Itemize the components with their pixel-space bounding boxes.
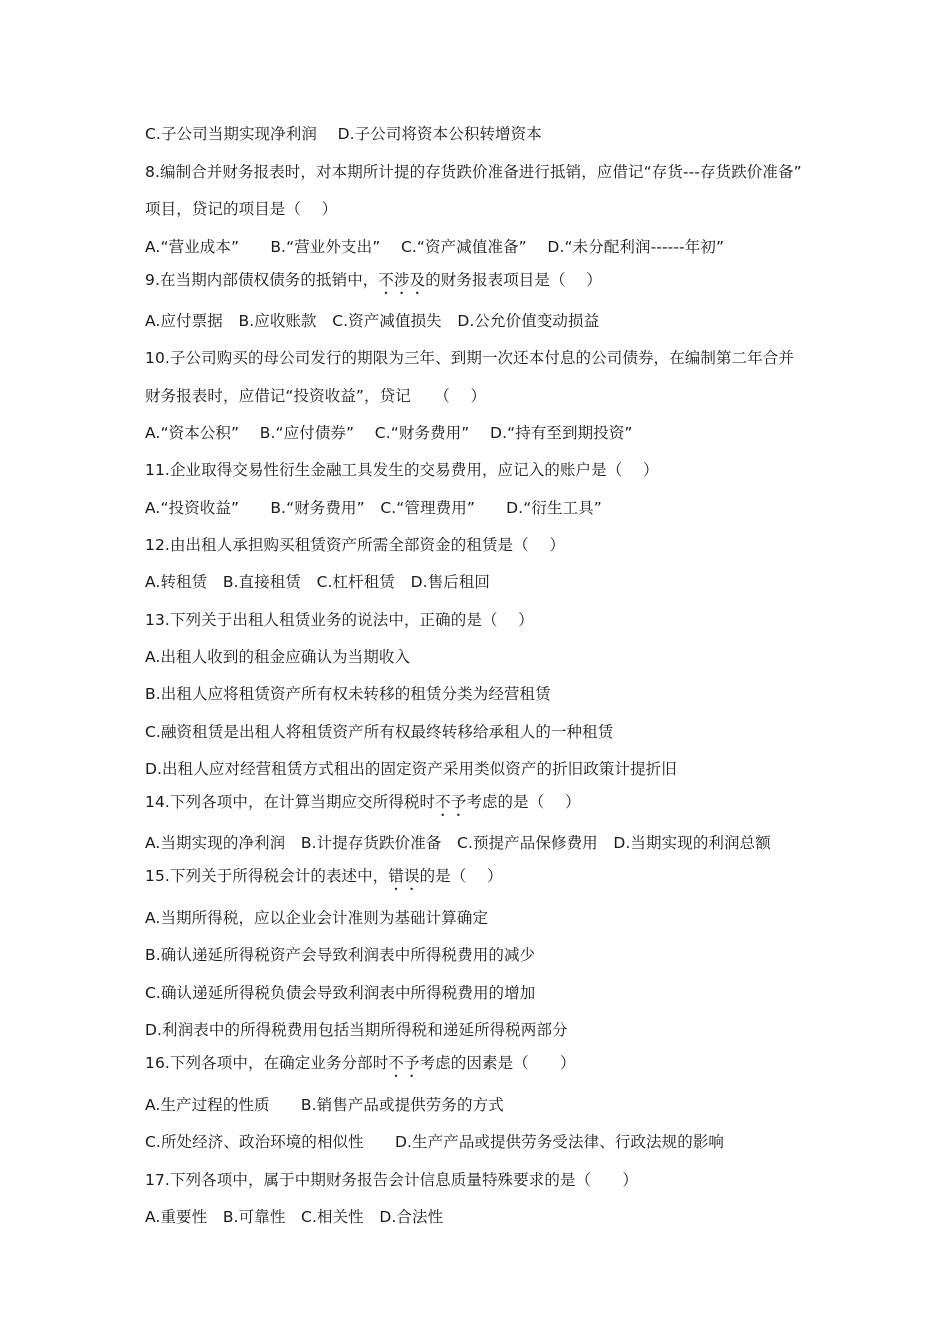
text-line: A.当期所得税，应以企业会计准则为基础计算确定 <box>145 909 489 927</box>
text-segment: 考虑的因素是（ ） <box>419 1054 576 1072</box>
text-line: 17.下列各项中，属于中期财务报告会计信息质量特殊要求的是（ ） <box>145 1171 638 1189</box>
text-line: C.子公司当期实现净利润 D.子公司将资本公积转增资本 <box>145 125 542 143</box>
text-line <box>145 1053 576 1081</box>
text-line: B.出租人应将租赁资产所有权未转移的租赁分类为经营租赁 <box>145 685 551 703</box>
text-line: 11.企业取得交易性衍生金融工具发生的交易费用，应记入的账户是（ ） <box>145 461 659 479</box>
text-line: A.“资本公积” B.“应付债券” C.“财务费用” D.“持有至到期投资” <box>145 424 633 442</box>
text-segment: 的财务报表项目是（ ） <box>425 271 602 289</box>
text-line <box>145 270 602 298</box>
text-line: A.出租人收到的租金应确认为当期收入 <box>145 648 411 666</box>
text-line <box>145 792 581 820</box>
text-line: A.重要性 B.可靠性 C.相关性 D.合法性 <box>145 1208 444 1226</box>
text-line: B.确认递延所得税资产会导致利润表中所得税费用的减少 <box>145 946 536 964</box>
emphasized-text: 不涉及 <box>378 271 426 289</box>
text-line: A.转租赁 B.直接租赁 C.杠杆租赁 D.售后租回 <box>145 573 491 591</box>
text-segment: 16.下列各项中，在确定业务分部时 <box>145 1054 389 1072</box>
text-line: 13.下列关于出租人租赁业务的说法中，正确的是（ ） <box>145 611 534 629</box>
text-segment: 的是（ ） <box>419 867 503 885</box>
text-line: A.生产过程的性质 B.销售产品或提供劳务的方式 <box>145 1096 504 1114</box>
text-line: C.融资租赁是出租人将租赁资产所有权最终转移给承租人的一种租赁 <box>145 723 614 741</box>
text-line: 8.编制合并财务报表时，对本期所计提的存货跌价准备进行抵销，应借记“存货---存货跌价准备” <box>145 163 802 181</box>
text-segment: 14.下列各项中，在计算当期应交所得税时 <box>145 793 436 811</box>
emphasized-text: 错误 <box>388 867 420 885</box>
text-line <box>145 866 503 894</box>
emphasized-text: 不予 <box>435 793 467 811</box>
text-line: A.当期实现的净利润 B.计提存货跌价准备 C.预提产品保修费用 D.当期实现的利润总额 <box>145 834 771 852</box>
emphasized-text: 不予 <box>388 1054 420 1072</box>
text-line: D.出租人应对经营租赁方式租出的固定资产采用类似资产的折旧政策计提折旧 <box>145 760 677 778</box>
text-line: 10.子公司购买的母公司发行的期限为三年、到期一次还本付息的公司债券，在编制第二年合并 <box>145 349 794 367</box>
text-line: 项目，贷记的项目是（ ） <box>145 200 338 218</box>
text-line: 12.由出租人承担购买租赁资产所需全部资金的租赁是（ ） <box>145 536 565 554</box>
text-line: D.利润表中的所得税费用包括当期所得税和递延所得税两部分 <box>145 1021 568 1039</box>
text-segment: 考虑的是（ ） <box>466 793 581 811</box>
text-segment: 15.下列关于所得税会计的表述中， <box>145 867 389 885</box>
text-line: 财务报表时，应借记“投资收益”，贷记 （ ） <box>145 387 487 405</box>
text-line: C.所处经济、政治环境的相似性 D.生产产品或提供劳务受法律、行政法规的影响 <box>145 1133 725 1151</box>
text-segment: 9.在当期内部债权债务的抵销中， <box>145 271 379 289</box>
text-line: A.“营业成本” B.“营业外支出” C.“资产减值准备” D.“未分配利润------年初” <box>145 238 725 256</box>
text-line: A.“投资收益” B.“财务费用” C.“管理费用” D.“衍生工具” <box>145 499 602 517</box>
text-line: C.确认递延所得税负债会导致利润表中所得税费用的增加 <box>145 984 536 1002</box>
text-line: A.应付票据 B.应收账款 C.资产减值损失 D.公允价值变动损益 <box>145 312 600 330</box>
